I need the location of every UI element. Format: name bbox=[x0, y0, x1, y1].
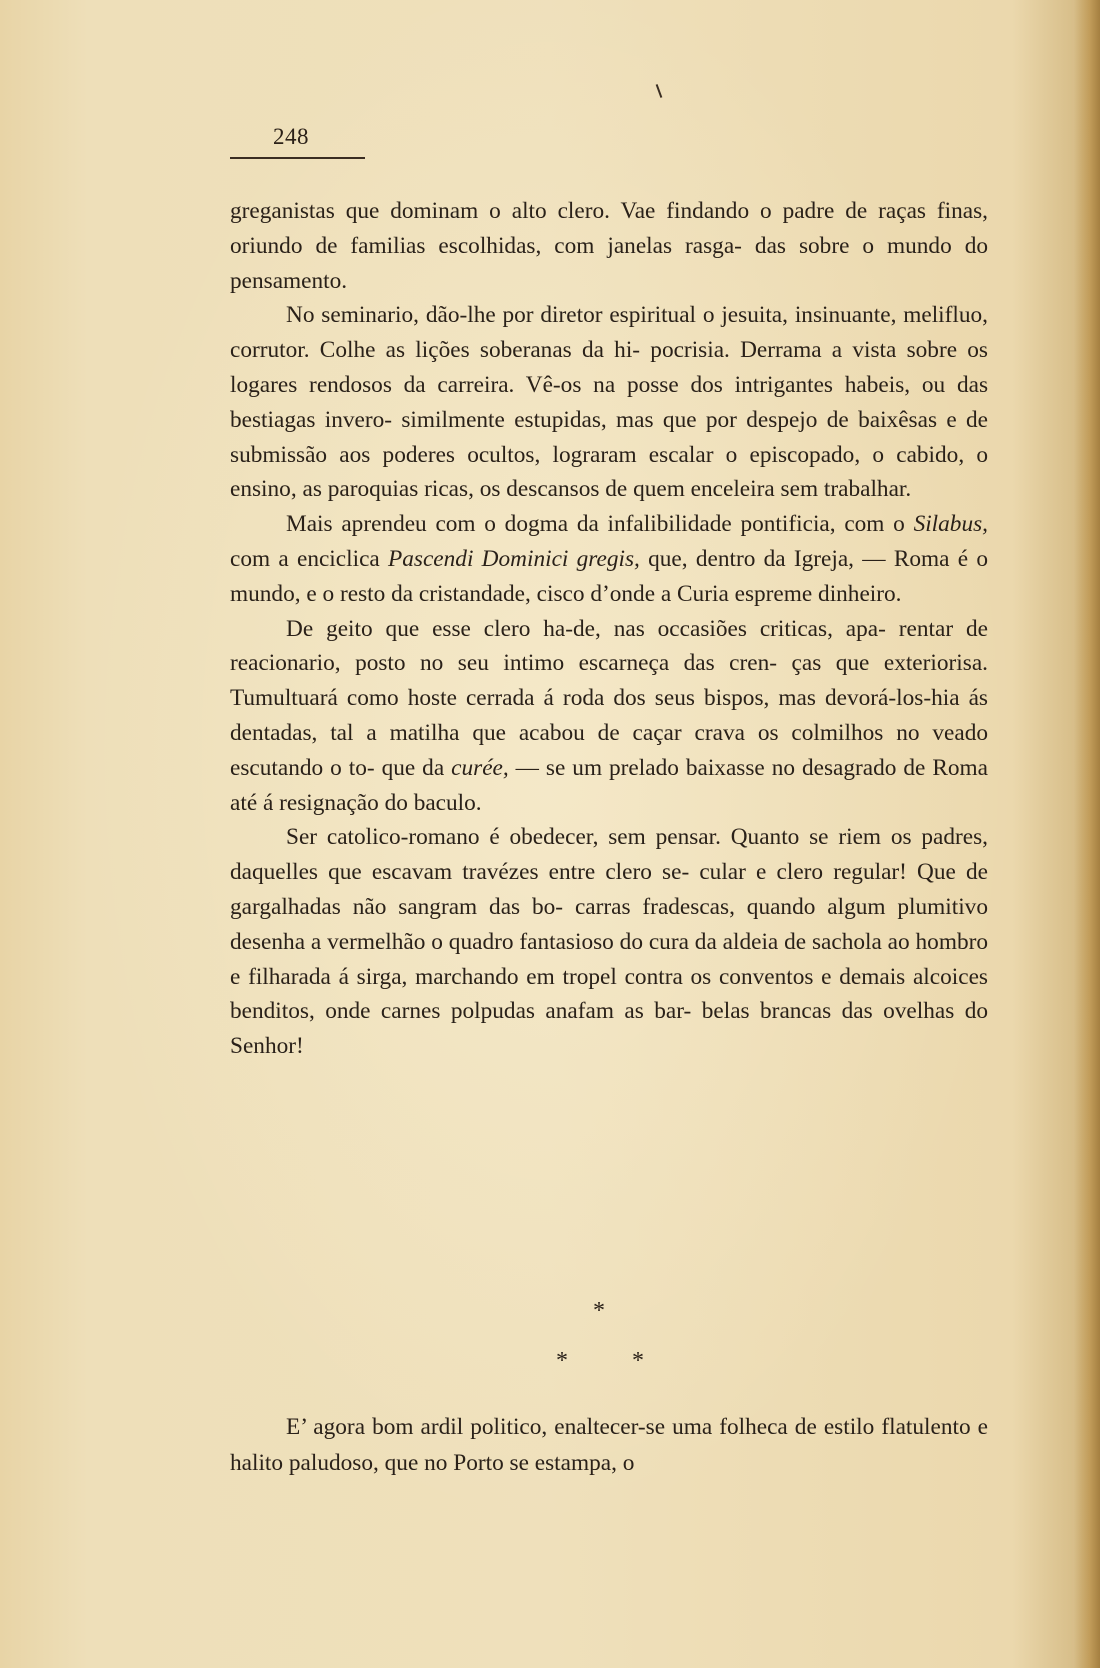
text-run: com a enciclica bbox=[230, 545, 389, 572]
main-text bbox=[230, 194, 988, 1064]
text-line: insinuante, melifluo, corrutor. Colhe as lições soberanas da hi- bbox=[230, 302, 989, 364]
text-line: o quadro fantasioso do cura da aldeia de sachola ao hombro e bbox=[230, 928, 989, 990]
text-run: — se um prelado baixasse no desagrado de Roma até á resignação do baculo. bbox=[230, 754, 989, 816]
ink-mark bbox=[656, 84, 663, 98]
text-line: o cabido, o ensino, as paroquias ricas, os descansos de quem bbox=[230, 441, 989, 503]
closing-text bbox=[230, 1409, 988, 1481]
paragraph bbox=[230, 820, 988, 1064]
text-line: submissão aos poderes ocultos, lograram escalar o episcopado, bbox=[230, 441, 861, 468]
paragraph bbox=[230, 298, 988, 507]
text-line: similmente estupidas, mas que por despejo de baixêsas e de bbox=[401, 406, 988, 433]
text-line: greganistas que dominam o alto clero. Vae findando o padre de bbox=[230, 198, 868, 224]
text-line: E’ agora bom ardil politico, enaltecer-se uma folheca de bbox=[286, 1414, 817, 1440]
italic-title-pascendi: Pascendi Dominici gregis, bbox=[388, 545, 640, 572]
text-line: carras fradescas, quando algum plumitivo desenha a vermelhão bbox=[230, 893, 988, 955]
paragraph bbox=[230, 507, 988, 611]
text-line: cular e clero regular! Que de gargalhadas não sangram das bo- bbox=[230, 859, 988, 920]
section-separator-star: * bbox=[632, 1348, 644, 1374]
page-edge-shadow bbox=[1074, 0, 1100, 1668]
text-line: demais alcoices benditos, onde carnes polpudas anafam as bar- bbox=[230, 963, 988, 1025]
text-line: Ser catolico-romano é obedecer, sem pensar. Quanto se bbox=[286, 824, 829, 851]
section-separator-star: * bbox=[556, 1348, 568, 1374]
text-line: riem os padres, daquelles que escavam travézes entre clero se- bbox=[230, 824, 988, 886]
text-line: belas brancas das ovelhas do Senhor! bbox=[230, 998, 989, 1060]
paragraph bbox=[230, 1409, 988, 1481]
text-line: estilo flatulento e halito paludoso, que no Porto se estampa, o bbox=[230, 1414, 988, 1476]
text-line: filharada á sirga, marchando em tropel contra os conventos e bbox=[248, 963, 832, 990]
text-run: Mais aprendeu com o dogma da infalibilidade pontificia, com o bbox=[286, 511, 914, 538]
text-line: pocrisia. Derrama a vista sobre os logares rendosos da carreira. bbox=[230, 337, 988, 398]
text-line: No seminario, dão-lhe por diretor espiritual o jesuita, bbox=[286, 302, 788, 329]
italic-title-silabus: Silabus, bbox=[913, 511, 988, 538]
section-separator-star: * bbox=[593, 1298, 605, 1324]
header-rule bbox=[230, 157, 365, 159]
text-line: raças finas, oriundo de familias escolhidas, com janelas rasga- bbox=[230, 198, 989, 259]
paragraph bbox=[230, 612, 988, 821]
text-run: que, dentro da Igreja, — Roma é o mundo, e o resto da cristandade, cisco d’onde a Curia espreme dinheiro. bbox=[230, 545, 988, 607]
text-line: enceleira sem trabalhar. bbox=[690, 476, 912, 503]
paragraph bbox=[230, 194, 988, 298]
italic-word-curee: curée, bbox=[451, 754, 509, 781]
text-line: das sobre o mundo do pensamento. bbox=[230, 232, 988, 294]
text-run: De geito que esse clero ha-de, nas occasiões criticas, apa- rentar de reacionario, posto no seu intimo escarneça das cren- ças que exteriorisa. Tumultuará como hoste cerrada á roda dos seus bispos, mas devorá-los-hia ás dentadas, tal a matilha que acabou de caçar crava os colmilhos no veado escutando o to- que da bbox=[230, 615, 988, 781]
text-line: Vê-os na posse dos intrigantes habeis, ou das bestiagas invero- bbox=[230, 371, 989, 433]
page-number: 248 bbox=[273, 124, 309, 149]
